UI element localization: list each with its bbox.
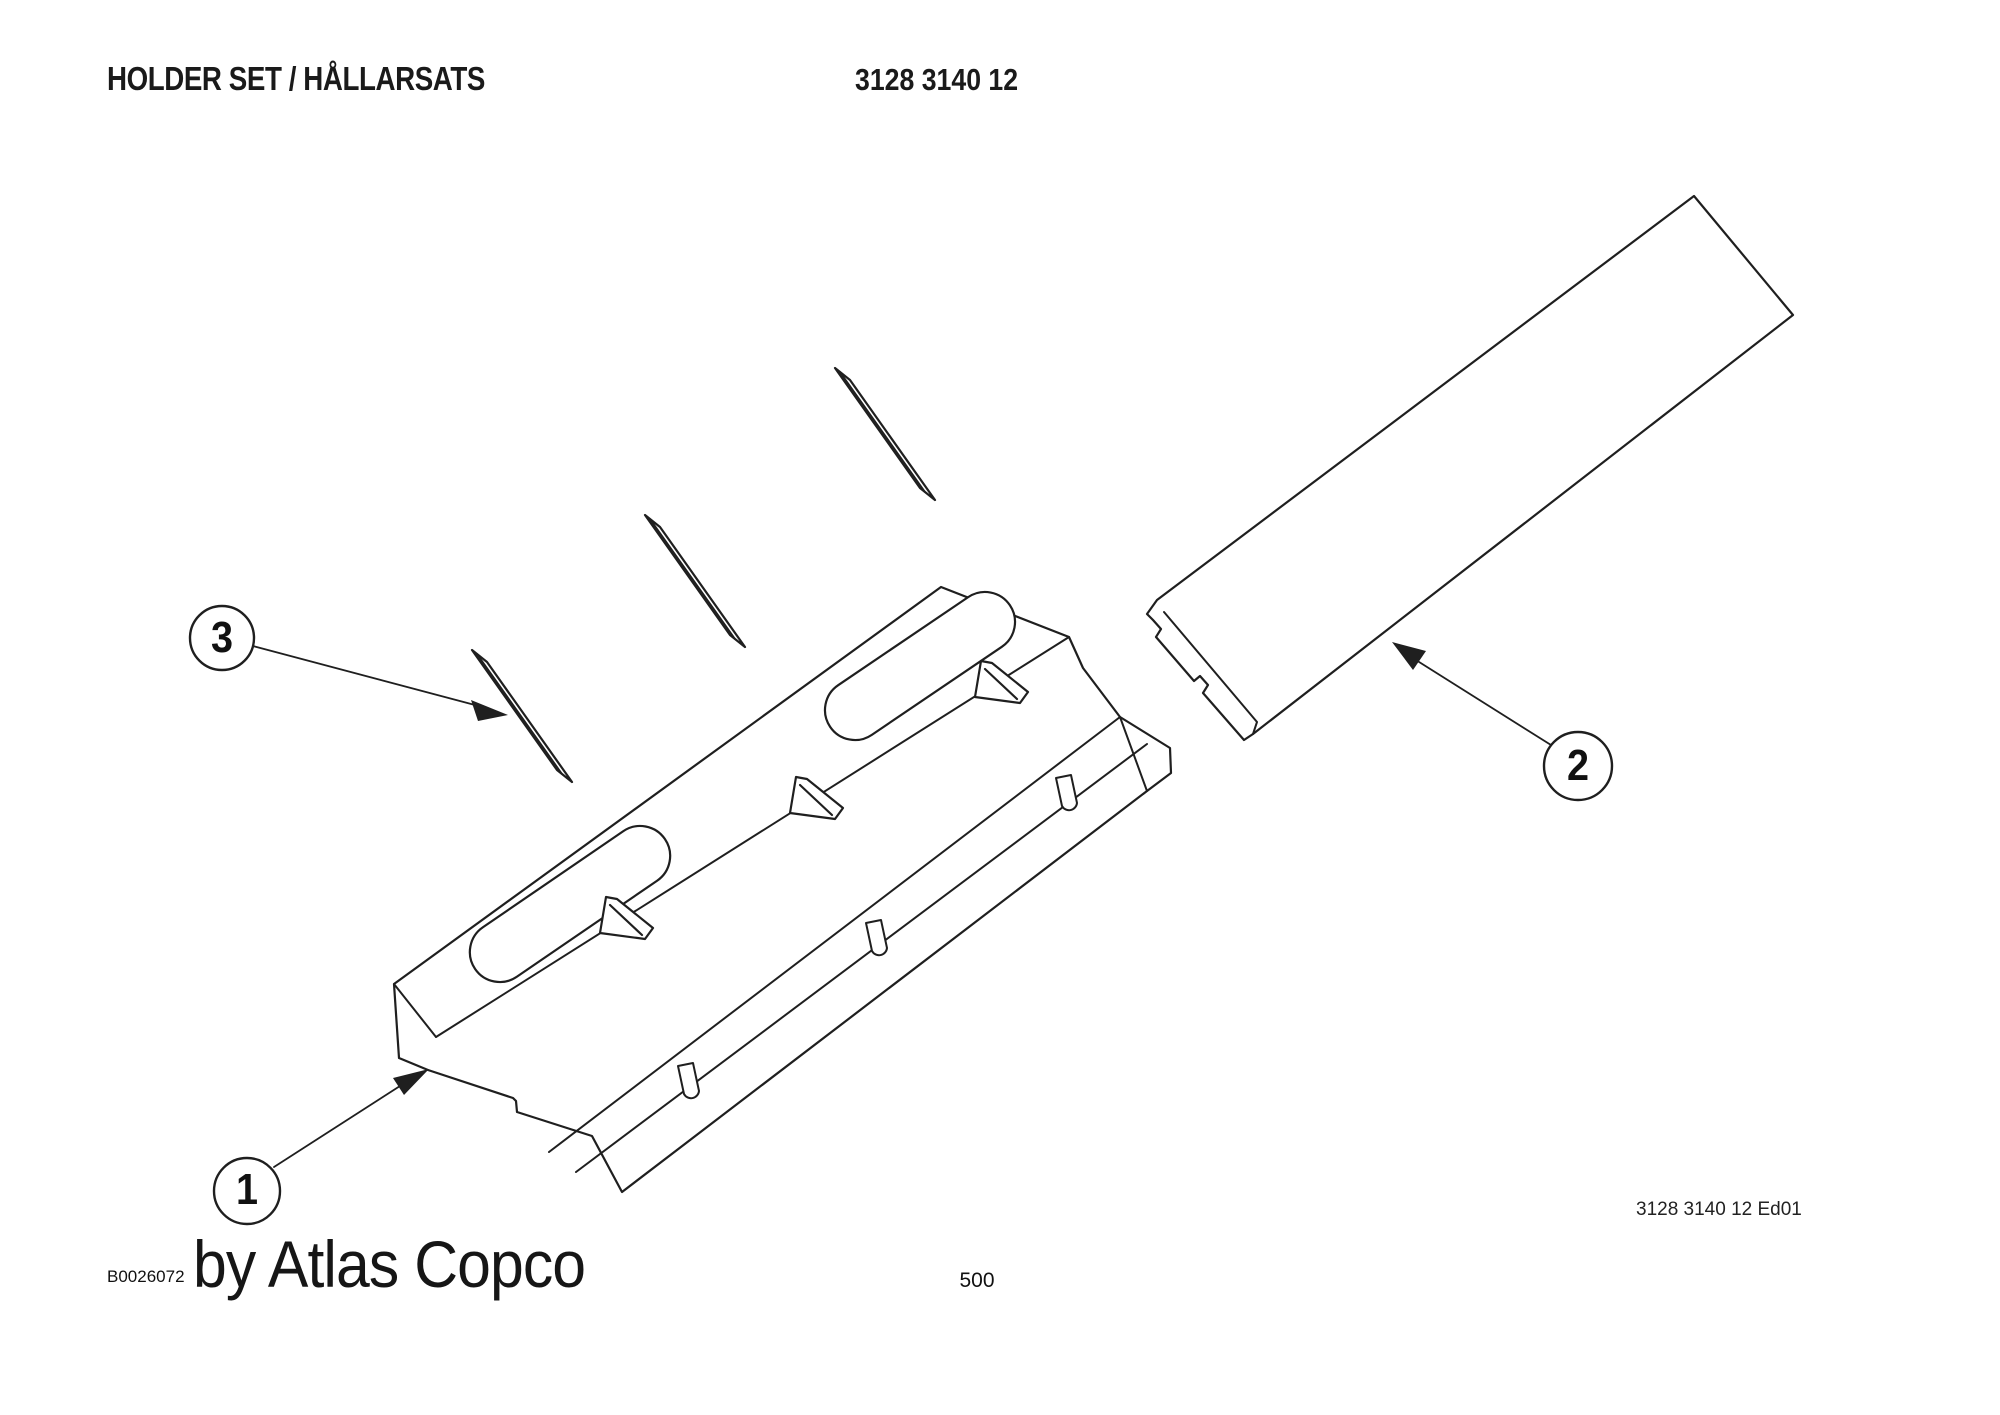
page-number: 500 [959,1269,995,1292]
leader-line-1 [274,1077,414,1167]
callout-3 [190,606,508,721]
part-number: 3128 3140 12 [855,62,1019,97]
page-title: HOLDER SET / HÅLLARSATS [107,60,485,97]
arrowhead-1 [393,1069,429,1095]
edition-code: 3128 3140 12 Ed01 [1636,1199,1802,1220]
wear-plate-outline [1147,196,1793,740]
leader-line-2 [1408,655,1551,745]
wear-plate-part-2 [1147,196,1793,740]
brand-wordmark: by Atlas Copco [193,1227,586,1301]
figure-code: B0026072 [107,1267,185,1286]
arrowhead-3 [471,700,508,721]
leader-line-3 [253,646,490,709]
holder-body-outline [394,587,1171,1192]
callout-number-2: 2 [1566,741,1590,791]
wedge-strip-edge-line [650,519,735,639]
callout-number-1: 1 [235,1165,259,1215]
arrowhead-2 [1392,642,1426,670]
holder-body-part-1 [394,580,1171,1192]
wedge-strip-edge-line [840,372,925,492]
callout-number-3: 3 [210,613,234,663]
